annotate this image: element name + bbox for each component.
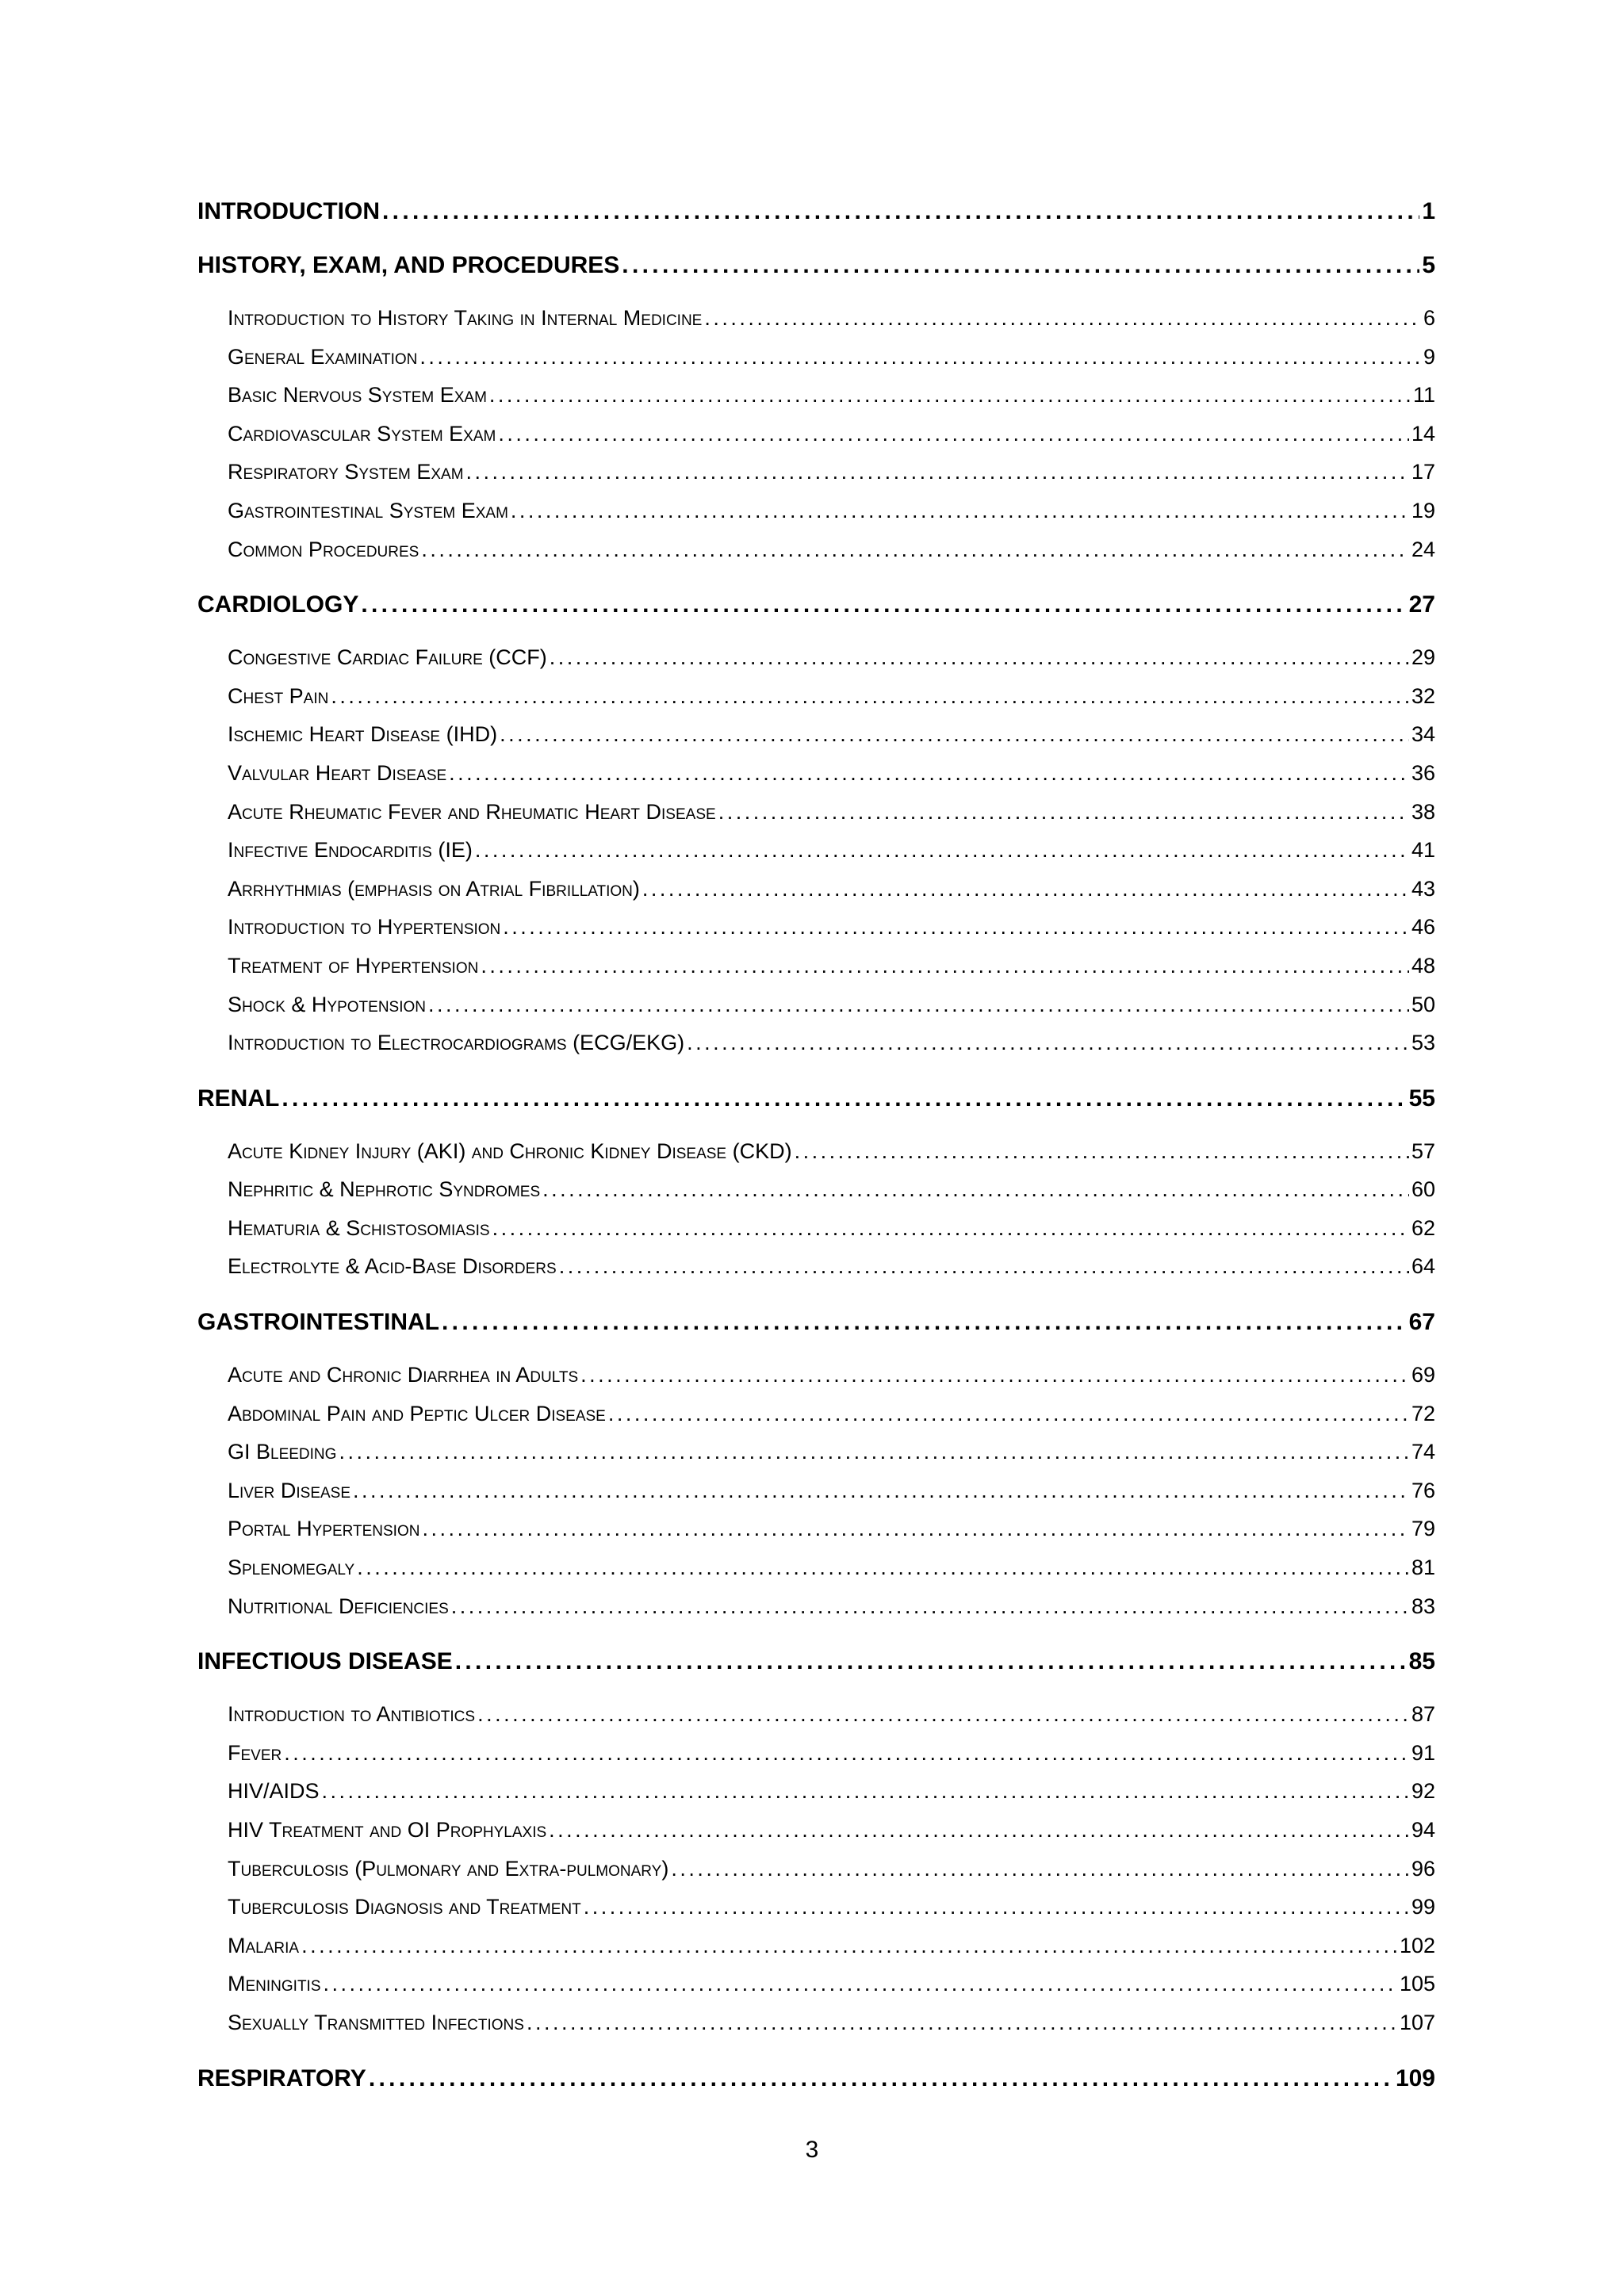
- toc-entry-page: 53: [1411, 1031, 1435, 1055]
- toc-entry-page: 19: [1411, 498, 1435, 522]
- toc-entry-page: 24: [1411, 537, 1435, 561]
- toc-entry-title: Infective Endocarditis (IE): [228, 838, 473, 863]
- toc-subentry[interactable]: [197, 1138, 1435, 1177]
- toc-section-entry[interactable]: [197, 2064, 1435, 2103]
- toc-subentry[interactable]: [197, 1856, 1435, 1895]
- toc-entry-title: Acute Kidney Injury (AKI) and Chronic Kidney Disease (CKD): [228, 1138, 792, 1163]
- dot-leader: [704, 305, 1421, 331]
- toc-entry-title: Treatment of Hypertension: [228, 953, 479, 978]
- toc-subentry[interactable]: [197, 683, 1435, 722]
- toc-subentry[interactable]: [197, 421, 1435, 460]
- dot-leader: [608, 1401, 1409, 1426]
- toc-entry-title: Fever: [228, 1740, 282, 1765]
- toc-subentry[interactable]: [197, 1594, 1435, 1632]
- toc-subentry[interactable]: [197, 1740, 1435, 1779]
- toc-entry-title: Respiratory System Exam: [228, 460, 464, 484]
- toc-entry-page: 94: [1411, 1818, 1435, 1842]
- toc-entry-title: Splenomegaly: [228, 1556, 355, 1580]
- toc-entry-page: 62: [1411, 1215, 1435, 1240]
- toc-entry-title: HIV Treatment and OI Prophylaxis: [228, 1818, 547, 1842]
- toc-subentry[interactable]: [197, 382, 1435, 421]
- toc-entry-title: Introduction to History Taking in Internal Medicine: [228, 306, 703, 330]
- toc-entry-page: 107: [1399, 2010, 1435, 2034]
- toc-subentry[interactable]: [197, 344, 1435, 383]
- toc-entry-title: Introduction to Antibiotics: [228, 1702, 476, 1727]
- toc-subentry[interactable]: [197, 1778, 1435, 1817]
- toc-subentry[interactable]: [197, 1478, 1435, 1517]
- dot-leader: [511, 498, 1409, 523]
- toc-entry-page: 92: [1411, 1779, 1435, 1804]
- toc-entry-page: 43: [1411, 876, 1435, 901]
- toc-entry-page: 6: [1423, 306, 1435, 330]
- toc-subentry[interactable]: [197, 1516, 1435, 1555]
- toc-entry-title: Shock & Hypotension: [228, 992, 426, 1016]
- dot-leader: [489, 382, 1411, 408]
- toc-subentry[interactable]: [197, 645, 1435, 683]
- dot-leader: [339, 1439, 1409, 1464]
- dot-leader: [527, 2010, 1397, 2035]
- dot-leader: [550, 645, 1409, 670]
- dot-leader: [382, 197, 1419, 226]
- dot-leader: [549, 1817, 1409, 1843]
- dot-leader: [492, 1215, 1409, 1241]
- toc-entry-title: HIV/AIDS: [228, 1779, 320, 1804]
- toc-subentry[interactable]: [197, 1030, 1435, 1069]
- toc-entry-page: 99: [1411, 1895, 1435, 1919]
- toc-entry-title: INFECTIOUS DISEASE: [197, 1648, 453, 1675]
- dot-leader: [361, 591, 1406, 619]
- dot-leader: [422, 1516, 1409, 1541]
- toc-entry-title: Electrolyte & Acid-Base Disorders: [228, 1254, 557, 1279]
- toc-entry-title: Liver Disease: [228, 1478, 351, 1502]
- dot-leader: [301, 1933, 1397, 1958]
- dot-leader: [419, 344, 1421, 369]
- toc-entry-title: Basic Nervous System Exam: [228, 383, 487, 408]
- toc-entry-title: GASTROINTESTINAL: [197, 1309, 439, 1336]
- dot-leader: [795, 1138, 1409, 1164]
- toc-subentry[interactable]: [197, 1215, 1435, 1254]
- toc-section-entry[interactable]: [197, 1308, 1435, 1346]
- toc-entry-page: 81: [1411, 1556, 1435, 1580]
- toc-entry-title: Malaria: [228, 1933, 300, 1957]
- toc-entry-title: Nutritional Deficiencies: [228, 1594, 449, 1618]
- toc-entry-title: Common Procedures: [228, 537, 419, 561]
- toc-entry-page: 29: [1411, 645, 1435, 670]
- toc-entry-title: CARDIOLOGY: [197, 591, 359, 618]
- toc-subentry[interactable]: [197, 1177, 1435, 1215]
- toc-entry-page: 9: [1423, 344, 1435, 369]
- toc-subentry[interactable]: [197, 1971, 1435, 2010]
- toc-entry-title: Abdominal Pain and Peptic Ulcer Disease: [228, 1401, 606, 1425]
- toc-entry-title: Congestive Cardiac Failure (CCF): [228, 645, 547, 670]
- toc-entry-page: 38: [1411, 799, 1435, 824]
- dot-leader: [353, 1478, 1409, 1503]
- toc-section-entry[interactable]: [197, 251, 1435, 289]
- toc-subentry[interactable]: [197, 1439, 1435, 1478]
- toc-entry-title: Tuberculosis (Pulmonary and Extra-pulmonary): [228, 1856, 669, 1881]
- toc-entry-page: 27: [1408, 591, 1435, 618]
- toc-entry-title: Arrhythmias (emphasis on Atrial Fibrillation): [228, 876, 640, 901]
- toc-entry-page: 17: [1411, 460, 1435, 484]
- toc-entry-title: HISTORY, EXAM, AND PROCEDURES: [197, 252, 620, 278]
- toc-entry-page: 96: [1411, 1856, 1435, 1881]
- dot-leader: [622, 251, 1419, 280]
- dot-leader: [687, 1030, 1409, 1055]
- toc-entry-title: Introduction to Electrocardiograms (ECG/EKG): [228, 1031, 685, 1055]
- toc-subentry[interactable]: [197, 721, 1435, 760]
- toc-entry-page: 46: [1411, 915, 1435, 939]
- toc-section-entry[interactable]: [197, 591, 1435, 629]
- toc-entry-page: 32: [1411, 683, 1435, 708]
- dot-leader: [449, 760, 1409, 786]
- toc-entry-page: 34: [1411, 722, 1435, 747]
- toc-subentry[interactable]: [197, 1894, 1435, 1933]
- toc-subentry[interactable]: [197, 1253, 1435, 1292]
- dot-leader: [481, 953, 1409, 978]
- toc-entry-title: Introduction to Hypertension: [228, 915, 501, 939]
- toc-subentry[interactable]: [197, 1401, 1435, 1440]
- toc-entry-title: Gastrointestinal System Exam: [228, 498, 508, 522]
- toc-entry-page: 1: [1422, 198, 1435, 224]
- dot-leader: [500, 721, 1409, 747]
- dot-leader: [580, 1362, 1409, 1387]
- dot-leader: [542, 1177, 1409, 1202]
- toc-entry-title: RENAL: [197, 1085, 280, 1112]
- toc-subentry[interactable]: [197, 760, 1435, 799]
- toc-entry-page: 72: [1411, 1401, 1435, 1425]
- toc-entry-page: 102: [1399, 1933, 1435, 1957]
- toc-subentry[interactable]: [197, 837, 1435, 876]
- dot-leader: [498, 421, 1409, 446]
- dot-leader: [284, 1740, 1409, 1766]
- toc-entry-title: General Examination: [228, 344, 418, 369]
- dot-leader: [322, 1778, 1409, 1804]
- toc-entry-title: Sexually Transmitted Infections: [228, 2010, 524, 2034]
- toc-entry-page: 83: [1411, 1594, 1435, 1618]
- toc-subentry[interactable]: [197, 1817, 1435, 1856]
- toc-subentry[interactable]: [197, 876, 1435, 915]
- dot-leader: [584, 1894, 1409, 1919]
- toc-entry-page: 79: [1411, 1517, 1435, 1541]
- toc-entry-page: 64: [1411, 1254, 1435, 1279]
- toc-subentry[interactable]: [197, 914, 1435, 953]
- dot-leader: [477, 1701, 1409, 1727]
- toc-entry-title: Meningitis: [228, 1972, 321, 1996]
- toc-subentry[interactable]: [197, 305, 1435, 344]
- toc-section-entry[interactable]: [197, 1085, 1435, 1123]
- table-of-contents: [197, 197, 1435, 2103]
- toc-entry-title: INTRODUCTION: [197, 198, 380, 224]
- toc-subentry[interactable]: [197, 2010, 1435, 2049]
- dot-leader: [559, 1253, 1409, 1279]
- toc-entry-title: Nephritic & Nephrotic Syndromes: [228, 1177, 541, 1202]
- dot-leader: [357, 1555, 1409, 1580]
- toc-entry-page: 87: [1411, 1702, 1435, 1727]
- toc-subentry[interactable]: [197, 1362, 1435, 1401]
- dot-leader: [451, 1594, 1409, 1619]
- toc-subentry[interactable]: [197, 1933, 1435, 1972]
- toc-entry-title: Acute Rheumatic Fever and Rheumatic Heart Disease: [228, 799, 716, 824]
- toc-subentry[interactable]: [197, 537, 1435, 576]
- dot-leader: [671, 1856, 1409, 1881]
- toc-subentry[interactable]: [197, 799, 1435, 838]
- dot-leader: [718, 799, 1409, 825]
- toc-entry-title: Ischemic Heart Disease (IHD): [228, 722, 498, 747]
- toc-entry-page: 60: [1411, 1177, 1435, 1202]
- toc-entry-page: 67: [1408, 1309, 1435, 1336]
- toc-entry-title: Chest Pain: [228, 683, 329, 708]
- toc-entry-title: Valvular Heart Disease: [228, 760, 447, 785]
- dot-leader: [324, 1971, 1397, 1996]
- toc-entry-title: Hematuria & Schistosomiasis: [228, 1215, 490, 1240]
- dot-leader: [282, 1085, 1406, 1113]
- dot-leader: [428, 992, 1409, 1017]
- dot-leader: [455, 1647, 1407, 1676]
- toc-entry-title: GI Bleeding: [228, 1440, 337, 1464]
- toc-entry-page: 109: [1395, 2064, 1435, 2091]
- page-number: 3: [805, 2137, 819, 2163]
- toc-entry-page: 55: [1408, 1085, 1435, 1112]
- dot-leader: [475, 837, 1409, 863]
- toc-entry-page: 48: [1411, 953, 1435, 978]
- dot-leader: [466, 459, 1409, 484]
- toc-subentry[interactable]: [197, 498, 1435, 537]
- toc-entry-page: 69: [1411, 1363, 1435, 1387]
- dot-leader: [421, 537, 1409, 562]
- toc-section-entry[interactable]: [197, 197, 1435, 235]
- toc-subentry[interactable]: [197, 1701, 1435, 1740]
- toc-subentry[interactable]: [197, 953, 1435, 992]
- toc-entry-page: 36: [1411, 760, 1435, 785]
- dot-leader: [442, 1308, 1407, 1337]
- toc-entry-page: 76: [1411, 1478, 1435, 1502]
- toc-entry-title: RESPIRATORY: [197, 2064, 366, 2091]
- toc-entry-title: Cardiovascular System Exam: [228, 421, 496, 446]
- toc-entry-page: 14: [1411, 421, 1435, 446]
- toc-entry-title: Acute and Chronic Diarrhea in Adults: [228, 1363, 579, 1387]
- dot-leader: [331, 683, 1409, 709]
- toc-entry-title: Tuberculosis Diagnosis and Treatment: [228, 1895, 581, 1919]
- toc-entry-title: Portal Hypertension: [228, 1517, 420, 1541]
- toc-subentry[interactable]: [197, 459, 1435, 498]
- toc-entry-page: 91: [1411, 1740, 1435, 1765]
- toc-entry-page: 85: [1408, 1648, 1435, 1675]
- toc-entry-page: 74: [1411, 1440, 1435, 1464]
- dot-leader: [642, 876, 1409, 901]
- toc-entry-page: 105: [1399, 1972, 1435, 1996]
- toc-section-entry[interactable]: [197, 1647, 1435, 1686]
- toc-subentry[interactable]: [197, 992, 1435, 1031]
- toc-entry-page: 41: [1411, 838, 1435, 863]
- toc-entry-page: 57: [1411, 1138, 1435, 1163]
- toc-entry-page: 50: [1411, 992, 1435, 1016]
- dot-leader: [503, 914, 1409, 939]
- toc-subentry[interactable]: [197, 1555, 1435, 1594]
- toc-entry-page: 5: [1422, 252, 1435, 278]
- dot-leader: [369, 2064, 1393, 2093]
- toc-entry-page: 11: [1412, 383, 1435, 408]
